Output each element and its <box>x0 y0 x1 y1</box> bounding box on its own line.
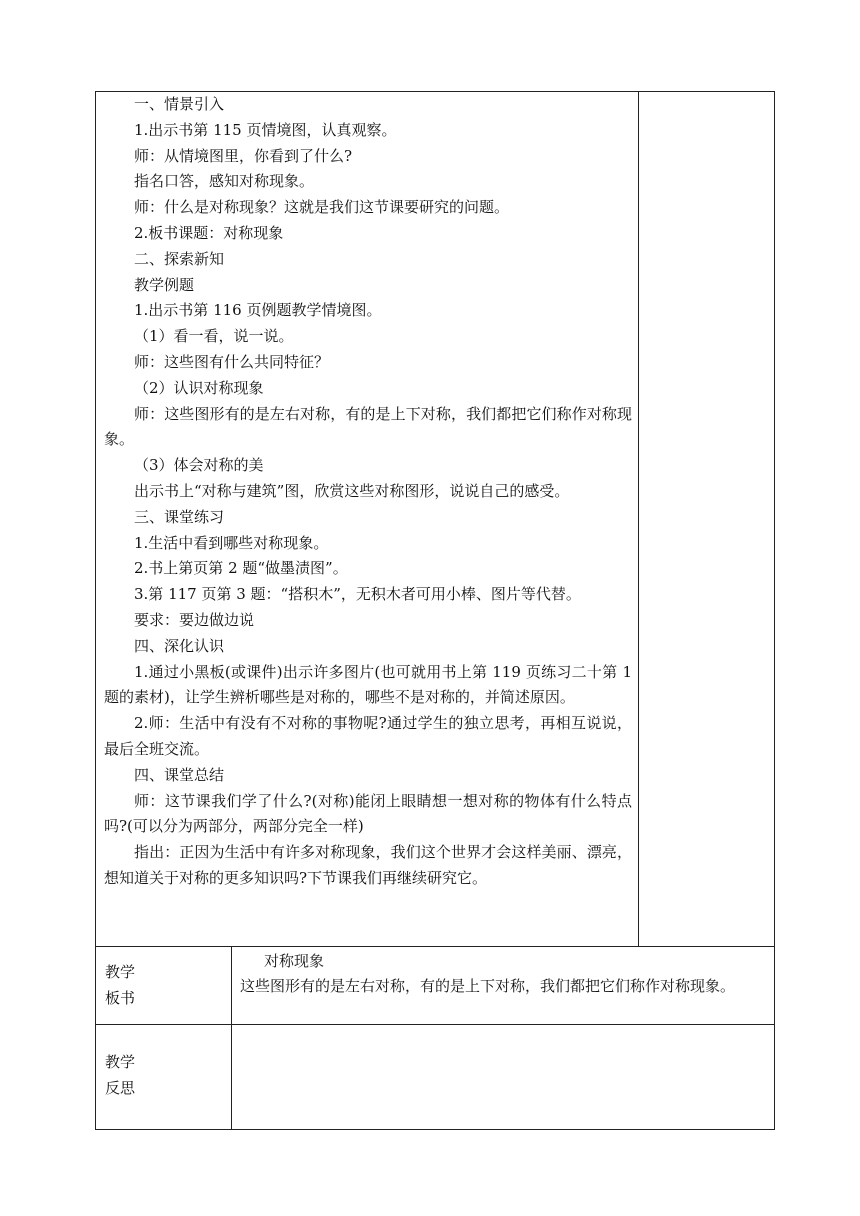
lesson-paragraph: 2.书上第页第 2 题“做墨渍图”。 <box>134 559 348 578</box>
lesson-paragraph: 1.出示书第 116 页例题教学情境图。 <box>134 301 382 320</box>
teaching-process-cell <box>96 92 639 947</box>
lesson-paragraph: 四、课堂总结 <box>134 765 225 784</box>
board-row <box>96 947 775 1025</box>
lesson-paragraph: 1.生活中看到哪些对称现象。 <box>134 533 329 552</box>
lesson-paragraph: （1）看一看，说一说。 <box>134 327 294 346</box>
lesson-paragraph: 四、深化认识 <box>134 636 225 655</box>
lesson-plan-table <box>95 91 775 1130</box>
notes-cell <box>639 92 775 947</box>
lesson-paragraph: 师：这些图形有的是左右对称，有的是上下对称，我们都把它们称作对称现象。 <box>104 404 633 449</box>
lesson-paragraph: 师：从情境图里，你看到了什么? <box>134 146 353 165</box>
lesson-paragraph: 师：这些图有什么共同特征？ <box>134 352 330 371</box>
lesson-paragraph: （2）认识对称现象 <box>134 378 264 397</box>
lesson-paragraph: 出示书上“对称与建筑”图，欣赏这些对称图形，说说自己的感受。 <box>134 481 570 500</box>
board-title: 对称现象 <box>264 952 325 970</box>
reflection-row <box>96 1025 775 1130</box>
reflection-label-cell <box>96 1025 232 1130</box>
lesson-paragraph: 二、探索新知 <box>134 249 225 268</box>
lesson-paragraph: 师：什么是对称现象？这就是我们这节课要研究的问题。 <box>134 198 510 217</box>
board-content-cell <box>232 947 775 1025</box>
lesson-paragraph: 指名口答，感知对称现象。 <box>134 172 315 191</box>
lesson-paragraph: 指出：正因为生活中有许多对称现象，我们这个世界才会这样美丽、漂亮，想知道关于对称的更多知识吗?下节课我们再继续研究它。 <box>104 843 633 887</box>
lesson-paragraph: 2.板书课题：对称现象 <box>134 223 284 242</box>
reflection-content-cell <box>232 1025 775 1130</box>
board-text: 这些图形有的是左右对称，有的是上下对称，我们都把它们称作对称现象。 <box>240 977 736 995</box>
board-label-cell <box>96 947 232 1025</box>
lesson-paragraph: 1.出示书第 115 页情境图，认真观察。 <box>134 120 397 139</box>
reflection-label-line1: 教学 <box>105 1053 136 1071</box>
lesson-paragraph: 2.师：生活中有没有不对称的事物呢?通过学生的独立思考，再相互说说，最后全班交流。 <box>104 714 633 758</box>
lesson-paragraph: （3）体会对称的美 <box>134 456 264 475</box>
lesson-paragraph: 师：这节课我们学了什么?(对称)能闭上眼睛想一想对称的物体有什么特点吗?(可以分为两部分，两部分完全一样) <box>104 791 633 836</box>
teaching-process-row <box>96 92 775 947</box>
lesson-paragraph: 三、课堂练习 <box>134 507 225 526</box>
lesson-paragraph: 3.第 117 页第 3 题：“搭积木”，无积木者可用小棒、图片等代替。 <box>134 585 581 604</box>
lesson-body <box>104 92 632 892</box>
lesson-paragraph: 一、情景引入 <box>134 95 225 113</box>
lesson-paragraph: 1.通过小黑板(或课件)出示许多图片(也可就用书上第 119 页练习二十第 1 题的素材)，让学生辨析哪些是对称的，哪些不是对称的，并简述原因。 <box>104 662 633 707</box>
board-label-line1: 教学 <box>105 963 136 981</box>
reflection-label-line2: 反思 <box>105 1079 136 1097</box>
lesson-paragraph: 要求：要边做边说 <box>134 610 255 629</box>
lesson-paragraph: 教学例题 <box>134 275 195 294</box>
board-label-line2: 板书 <box>105 989 136 1007</box>
